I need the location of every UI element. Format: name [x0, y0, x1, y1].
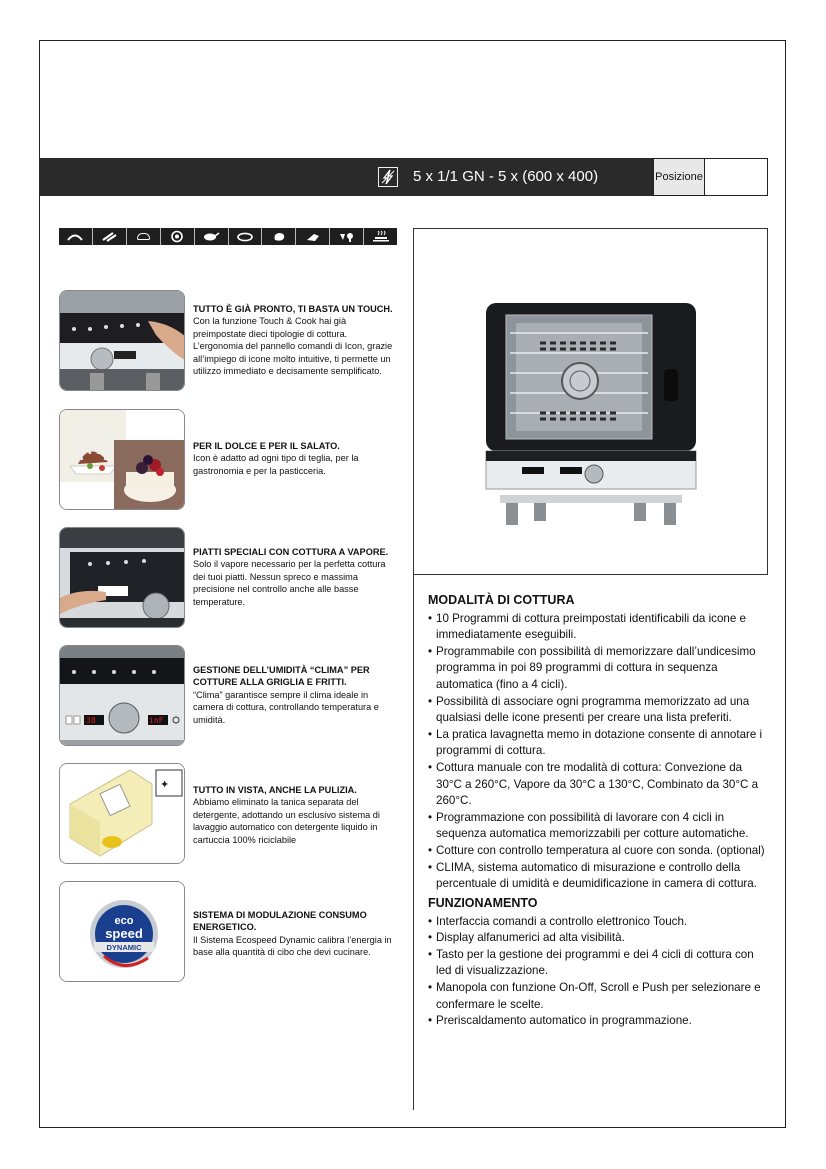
feature-ecospeed	[193, 909, 397, 959]
oven-photo	[414, 229, 767, 574]
list-item: • 10 Programmi di cottura preimpostati identificabili da icone e immediatamente eseguibili.	[428, 611, 770, 644]
feature-steam-title: PIATTI SPECIALI CON COTTURA A VAPORE.	[193, 547, 389, 557]
steam-dish-icon	[364, 228, 397, 245]
cooking-icon-strip	[59, 228, 397, 245]
baguette-icon	[93, 228, 127, 245]
feature-touch-body: Con la funzione Touch & Cook hai già preimpostate dieci tipologie di cottura. L’ergonomia del pannello comandi di Icon, grazie all’impiego di icone molto intuitive, ti permette un utilizzo immediato e decisamente semplificato.	[193, 316, 393, 377]
feature-clima-body: “Clima” garantisce sempre il clima ideale in camera di cottura, controllando temperatura e umidità.	[193, 689, 379, 725]
list-item: • Programmabile con possibilità di memorizzare dall’undicesimo programma in poi 89 programmi di cottura in sequenza automatica (fino a 4 cicli).	[428, 644, 770, 694]
pastry-icon	[127, 228, 161, 245]
list-item: • Tasto per la gestione dei programmi e dei 4 cicli di cottura con led di visualizzazione.	[428, 947, 770, 980]
position-value-box	[704, 158, 768, 196]
model-title: 5 x 1/1 GN - 5 x (600 x 400)	[413, 168, 599, 185]
funzionamento-list	[428, 914, 770, 1030]
vegetables-icon	[330, 228, 364, 245]
feature-ecospeed-title: SISTEMA DI MODULAZIONE CONSUMO ENERGETICO.	[193, 910, 367, 933]
ecospeed-badge-panel	[59, 881, 185, 982]
badge-dynamic: DYNAMIC	[106, 943, 142, 952]
detergent-cartridge-photo	[59, 763, 185, 864]
display-right: inF	[149, 716, 164, 725]
feature-cleaning-body: Abbiamo eliminato la tanica separata del detergente, adottando un esclusivo sistema di lavaggio automatico con detergente liquido in cartuccia 100% riciclabile	[193, 797, 380, 845]
feature-touch-title: TUTTO È GIÀ PRONTO, TI BASTA UN TOUCH.	[193, 304, 393, 314]
feature-steam	[193, 546, 397, 608]
feature-sweet-savory-title: PER IL DOLCE E PER IL SALATO.	[193, 441, 340, 451]
fish-icon	[296, 228, 330, 245]
list-item: • Cotture con controllo temperatura al cuore con sonda. (optional)	[428, 843, 770, 860]
position-label: Posizione	[653, 158, 705, 196]
feature-sweet-savory-body: Icon è adatto ad ogni tipo di teglia, per la gastronomia e per la pasticceria.	[193, 453, 359, 476]
list-item: • Programmazione con possibilità di lavorare con 4 cicli in sequenza automatica memorizzabili per cotture automatiche.	[428, 810, 770, 843]
clima-panel-photo	[59, 645, 185, 746]
list-item: • CLIMA, sistema automatico di misurazione e controllo della percentuale di umidità e deumidificazione in camera di cottura.	[428, 860, 770, 893]
feature-cleaning	[193, 784, 397, 846]
sweet-savory-photo	[59, 409, 185, 510]
column-divider	[413, 575, 414, 1110]
poultry-icon	[195, 228, 229, 245]
list-item: • Preriscaldamento automatico in programmazione.	[428, 1013, 770, 1030]
feature-sweet-savory	[193, 440, 397, 477]
svg-text:✦: ✦	[160, 778, 170, 791]
badge-eco: eco	[114, 915, 134, 927]
modalita-heading: MODALITÀ DI COTTURA	[428, 593, 575, 607]
feature-cleaning-title: TUTTO IN VISTA, ANCHE LA PULIZIA.	[193, 785, 357, 795]
list-item: • Interfaccia comandi a controllo elettronico Touch.	[428, 914, 770, 931]
bread-icon	[229, 228, 263, 245]
list-item: • Display alfanumerici ad alta visibilità.	[428, 930, 770, 947]
feature-clima	[193, 664, 397, 726]
feature-ecospeed-body: Il Sistema Ecospeed Dynamic calibra l’energia in base alla quantità di cibo che devi cucinare.	[193, 934, 392, 958]
meat-icon	[262, 228, 296, 245]
croissant-icon	[59, 228, 93, 245]
feature-steam-body: Solo il vapore necessario per la perfetta cottura dei tuoi piatti. Nessun spreco e massima precisione nel controllo anche alle basse temperature.	[193, 559, 386, 607]
badge-speed: speed	[105, 926, 143, 941]
list-item: • Cottura manuale con tre modalità di cottura: Convezione da 30°C a 260°C, Vapore da 30°C a 130°C, Combinato da 30°C a 260°C.	[428, 760, 770, 810]
list-item: • La pratica lavagnetta memo in dotazione consente di annotare i programmi di cottura.	[428, 727, 770, 760]
modalita-section	[428, 592, 770, 893]
feature-touch	[193, 303, 397, 377]
lightning-box-icon	[378, 167, 398, 187]
funzionamento-section	[428, 895, 770, 1030]
list-item: • Manopola con funzione On-Off, Scroll e Push per selezionare e confermare le scelte.	[428, 980, 770, 1013]
pizza-icon	[161, 228, 195, 245]
modalita-list	[428, 611, 770, 893]
steam-panel-photo	[59, 527, 185, 628]
touch-panel-photo	[59, 290, 185, 391]
funzionamento-heading: FUNZIONAMENTO	[428, 896, 538, 910]
display-left: 38	[86, 716, 96, 725]
feature-clima-title: GESTIONE DELL’UMIDITÀ “CLIMA” PER COTTURE ALLA GRIGLIA E FRITTI.	[193, 665, 370, 688]
oven-photo-box	[413, 228, 768, 575]
list-item: • Possibilità di associare ogni programma memorizzato ad una qualsiasi delle icone presenti per creare una lista preferiti.	[428, 694, 770, 727]
